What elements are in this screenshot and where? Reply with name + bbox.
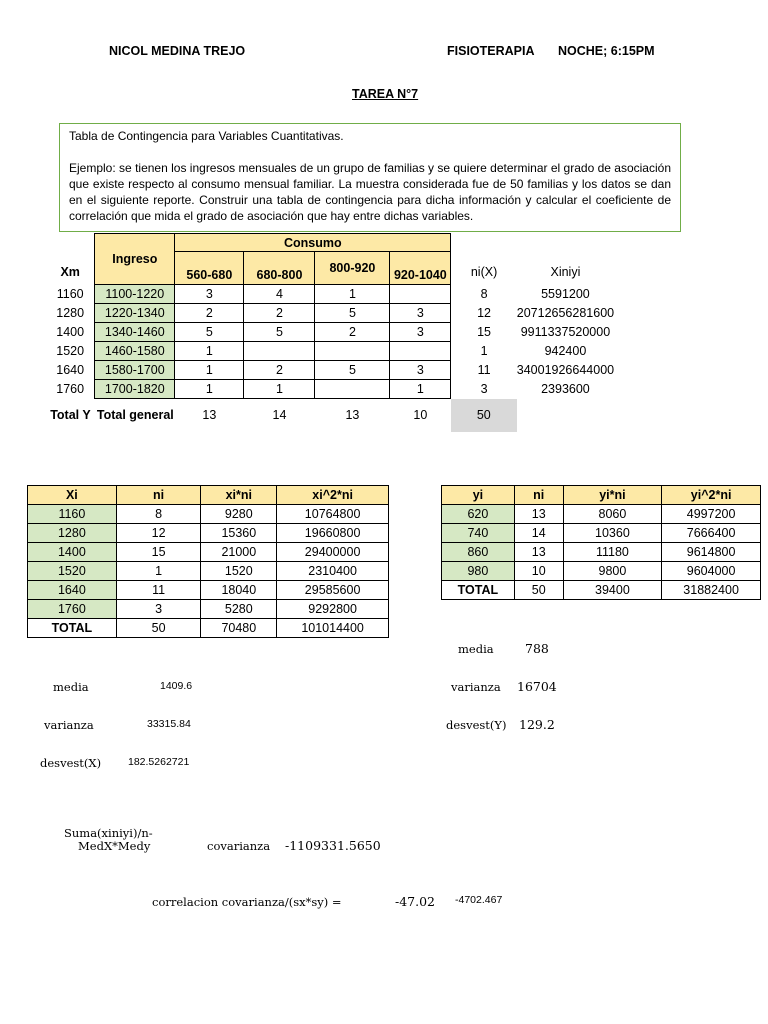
yini-cell: 9800 <box>563 562 662 581</box>
xi-cell: 1640 <box>28 581 117 600</box>
yi-cell: 980 <box>442 562 515 581</box>
xm-cell: 1400 <box>56 325 85 339</box>
ni-cell: 11 <box>477 363 491 377</box>
xini-cell: 5280 <box>201 600 277 619</box>
table-row <box>28 524 389 543</box>
count-cell: 4 <box>244 285 315 304</box>
total-cell: 50 <box>514 581 563 600</box>
column-header: ni <box>514 486 563 505</box>
yi-cell: 620 <box>442 505 515 524</box>
total-general-label: Total general <box>96 407 174 422</box>
xiniyi-cell: 20712656281600 <box>516 306 615 320</box>
count-cell: 1 <box>315 285 390 304</box>
total-row <box>28 619 389 638</box>
problem-title: Tabla de Contingencia para Variables Cuantitativas. <box>69 129 344 143</box>
yi2ni-cell: 7666400 <box>662 524 761 543</box>
table-header-row <box>28 486 389 505</box>
media-x-value: 1409.6 <box>160 680 193 692</box>
xini-cell: 15360 <box>201 524 277 543</box>
varianza-x-label: varianza <box>44 718 94 732</box>
xm-cell: 1160 <box>56 287 84 301</box>
y-frequency-table <box>441 485 761 600</box>
covariance-formula-line2: MedX*Medy <box>78 839 151 853</box>
xi2ni-cell: 10764800 <box>277 505 389 524</box>
table-row <box>442 524 761 543</box>
total-label: TOTAL <box>28 619 117 638</box>
xiniyi-cell: 942400 <box>544 344 587 358</box>
contingency-table <box>46 233 686 432</box>
yini-cell: 10360 <box>563 524 662 543</box>
col-header-1: 560-680 <box>175 252 244 285</box>
col-header-2: 680-800 <box>244 252 315 285</box>
media-y-value: 788 <box>525 641 549 656</box>
covariance-label: covarianza <box>207 839 271 853</box>
xini-cell: 21000 <box>201 543 277 562</box>
yi2ni-cell: 9604000 <box>662 562 761 581</box>
table-row <box>442 562 761 581</box>
count-cell <box>390 285 451 304</box>
count-cell: 3 <box>390 304 451 323</box>
ni-cell: 3 <box>480 382 488 396</box>
table-row <box>46 304 686 323</box>
xini-cell: 9280 <box>201 505 277 524</box>
ni-cell: 12 <box>477 306 491 320</box>
table-row <box>28 505 389 524</box>
ni-cell: 10 <box>514 562 563 581</box>
correlation-label: correlacion covarianza/(sx*sy) = <box>152 895 342 909</box>
total-cell: 13 <box>202 408 217 423</box>
table-row <box>28 543 389 562</box>
table-row <box>28 600 389 619</box>
column-header: Xi <box>28 486 117 505</box>
col-header-4: 920-1040 <box>390 252 451 285</box>
count-cell: 3 <box>390 361 451 380</box>
covariance-value: -1109331.5650 <box>285 838 381 853</box>
ni-cell: 8 <box>480 287 488 301</box>
table-row <box>46 342 686 361</box>
count-cell: 5 <box>175 323 244 342</box>
yi-cell: 740 <box>442 524 515 543</box>
range-cell: 1460-1580 <box>95 342 175 361</box>
total-cell: 39400 <box>563 581 662 600</box>
consumo-header: Consumo <box>175 234 451 252</box>
total-cell: 31882400 <box>662 581 761 600</box>
ni-cell: 15 <box>116 543 201 562</box>
xm-cell: 1280 <box>56 306 85 320</box>
yini-cell: 11180 <box>563 543 662 562</box>
column-header: yi^2*ni <box>662 486 761 505</box>
table-row <box>46 323 686 342</box>
xini-cell: 1520 <box>201 562 277 581</box>
desvest-x-value: 182.5262721 <box>128 756 190 768</box>
count-cell: 1 <box>175 380 244 399</box>
column-header: yi <box>442 486 515 505</box>
table-row <box>28 581 389 600</box>
ni-cell: 1 <box>116 562 201 581</box>
ni-cell: 13 <box>514 543 563 562</box>
yi2ni-cell: 9614800 <box>662 543 761 562</box>
xiniyi-cell: 5591200 <box>541 287 590 301</box>
range-cell: 1340-1460 <box>95 323 175 342</box>
total-cell: 14 <box>272 408 287 423</box>
count-cell: 1 <box>175 342 244 361</box>
desvest-y-label: desvest(Y) <box>446 718 507 732</box>
varianza-y-value: 16704 <box>517 679 557 694</box>
varianza-y-label: varianza <box>451 680 501 694</box>
xiniyi-header: Xiniyi <box>550 264 581 279</box>
count-cell <box>315 380 390 399</box>
desvest-y-value: 129.2 <box>519 717 555 732</box>
count-cell <box>390 342 451 361</box>
problem-box <box>59 123 681 232</box>
count-cell: 2 <box>175 304 244 323</box>
total-row <box>46 399 686 432</box>
ni-cell: 1 <box>480 344 488 358</box>
career: FISIOTERAPIA <box>447 44 535 58</box>
table-row <box>442 505 761 524</box>
covariance-formula-line1: Suma(xiniyi)/n- <box>64 826 153 840</box>
yini-cell: 8060 <box>563 505 662 524</box>
xi2ni-cell: 29400000 <box>277 543 389 562</box>
xi-cell: 1160 <box>28 505 117 524</box>
desvest-x-label: desvest(X) <box>40 756 102 770</box>
count-cell <box>315 342 390 361</box>
xm-cell: 1520 <box>56 344 85 358</box>
xini-cell: 18040 <box>201 581 277 600</box>
student-name: NICOL MEDINA TREJO <box>109 44 246 58</box>
count-cell: 1 <box>175 361 244 380</box>
correlation-value: -47.02 <box>395 894 436 909</box>
xi-cell: 1280 <box>28 524 117 543</box>
count-cell: 2 <box>315 323 390 342</box>
ni-cell: 12 <box>116 524 201 543</box>
range-cell: 1100-1220 <box>95 285 175 304</box>
ni-cell: 15 <box>477 325 491 339</box>
total-row <box>442 581 761 600</box>
xi-cell: 1760 <box>28 600 117 619</box>
grand-total: 50 <box>451 399 517 432</box>
column-header: xi*ni <box>201 486 277 505</box>
xm-cell: 1760 <box>56 382 85 396</box>
count-cell: 1 <box>390 380 451 399</box>
count-cell: 3 <box>175 285 244 304</box>
count-cell: 5 <box>244 323 315 342</box>
yi2ni-cell: 4997200 <box>662 505 761 524</box>
range-cell: 1700-1820 <box>95 380 175 399</box>
media-x-label: media <box>53 680 89 694</box>
xiniyi-cell: 9911337520000 <box>520 325 611 339</box>
ni-cell: 14 <box>514 524 563 543</box>
xi2ni-cell: 19660800 <box>277 524 389 543</box>
total-cell: 70480 <box>201 619 277 638</box>
column-header: ni <box>116 486 201 505</box>
varianza-x-value: 33315.84 <box>147 718 191 730</box>
table-row <box>46 380 686 399</box>
count-cell: 5 <box>315 361 390 380</box>
table-header-row <box>442 486 761 505</box>
xiniyi-cell: 34001926644000 <box>516 363 615 377</box>
col-header-3: 800-920 <box>315 252 390 285</box>
table-row <box>46 361 686 380</box>
table-row <box>46 285 686 304</box>
xi2ni-cell: 2310400 <box>277 562 389 581</box>
ni-cell: 8 <box>116 505 201 524</box>
range-cell: 1580-1700 <box>95 361 175 380</box>
table-row <box>442 543 761 562</box>
xiniyi-cell: 2393600 <box>541 382 590 396</box>
ni-cell: 13 <box>514 505 563 524</box>
total-y-label: Total Y <box>50 408 91 422</box>
range-cell: 1220-1340 <box>95 304 175 323</box>
xi2ni-cell: 29585600 <box>277 581 389 600</box>
total-cell: 50 <box>116 619 201 638</box>
xi-cell: 1400 <box>28 543 117 562</box>
count-cell: 2 <box>244 361 315 380</box>
total-cell: 10 <box>413 408 428 423</box>
total-cell: 101014400 <box>277 619 389 638</box>
yi-cell: 860 <box>442 543 515 562</box>
xm-cell: 1640 <box>56 363 85 377</box>
ni-cell: 3 <box>116 600 201 619</box>
count-cell: 5 <box>315 304 390 323</box>
problem-statement: Ejemplo: se tienen los ingresos mensuales de un grupo de familias y se quiere determinar el grado de asociación que existe respecto al consumo mensual familiar. La muestra considerada fue de 50 familias y los datos se dan en el siguiente reporte. Construir una tabla de contingencia para dicha información y calcular el coeficiente de correlación que mida el grado de asociación que hay entre dichas variables. <box>69 161 671 223</box>
nix-header: ni(X) <box>470 264 498 279</box>
count-cell <box>244 342 315 361</box>
xi2ni-cell: 9292800 <box>277 600 389 619</box>
shift: NOCHE; 6:15PM <box>558 44 655 58</box>
count-cell: 3 <box>390 323 451 342</box>
correlation-value-2: -4702.467 <box>455 894 503 906</box>
table-row <box>28 562 389 581</box>
ingreso-header: Ingreso <box>95 234 175 285</box>
ni-cell: 11 <box>116 581 201 600</box>
x-frequency-table <box>27 485 389 638</box>
xi-cell: 1520 <box>28 562 117 581</box>
total-cell: 13 <box>345 408 360 423</box>
count-cell: 1 <box>244 380 315 399</box>
media-y-label: media <box>458 642 494 656</box>
xm-header: Xm <box>60 264 80 279</box>
column-header: xi^2*ni <box>277 486 389 505</box>
count-cell: 2 <box>244 304 315 323</box>
task-title: TAREA N°7 <box>352 87 419 101</box>
column-header: yi*ni <box>563 486 662 505</box>
total-label: TOTAL <box>442 581 515 600</box>
